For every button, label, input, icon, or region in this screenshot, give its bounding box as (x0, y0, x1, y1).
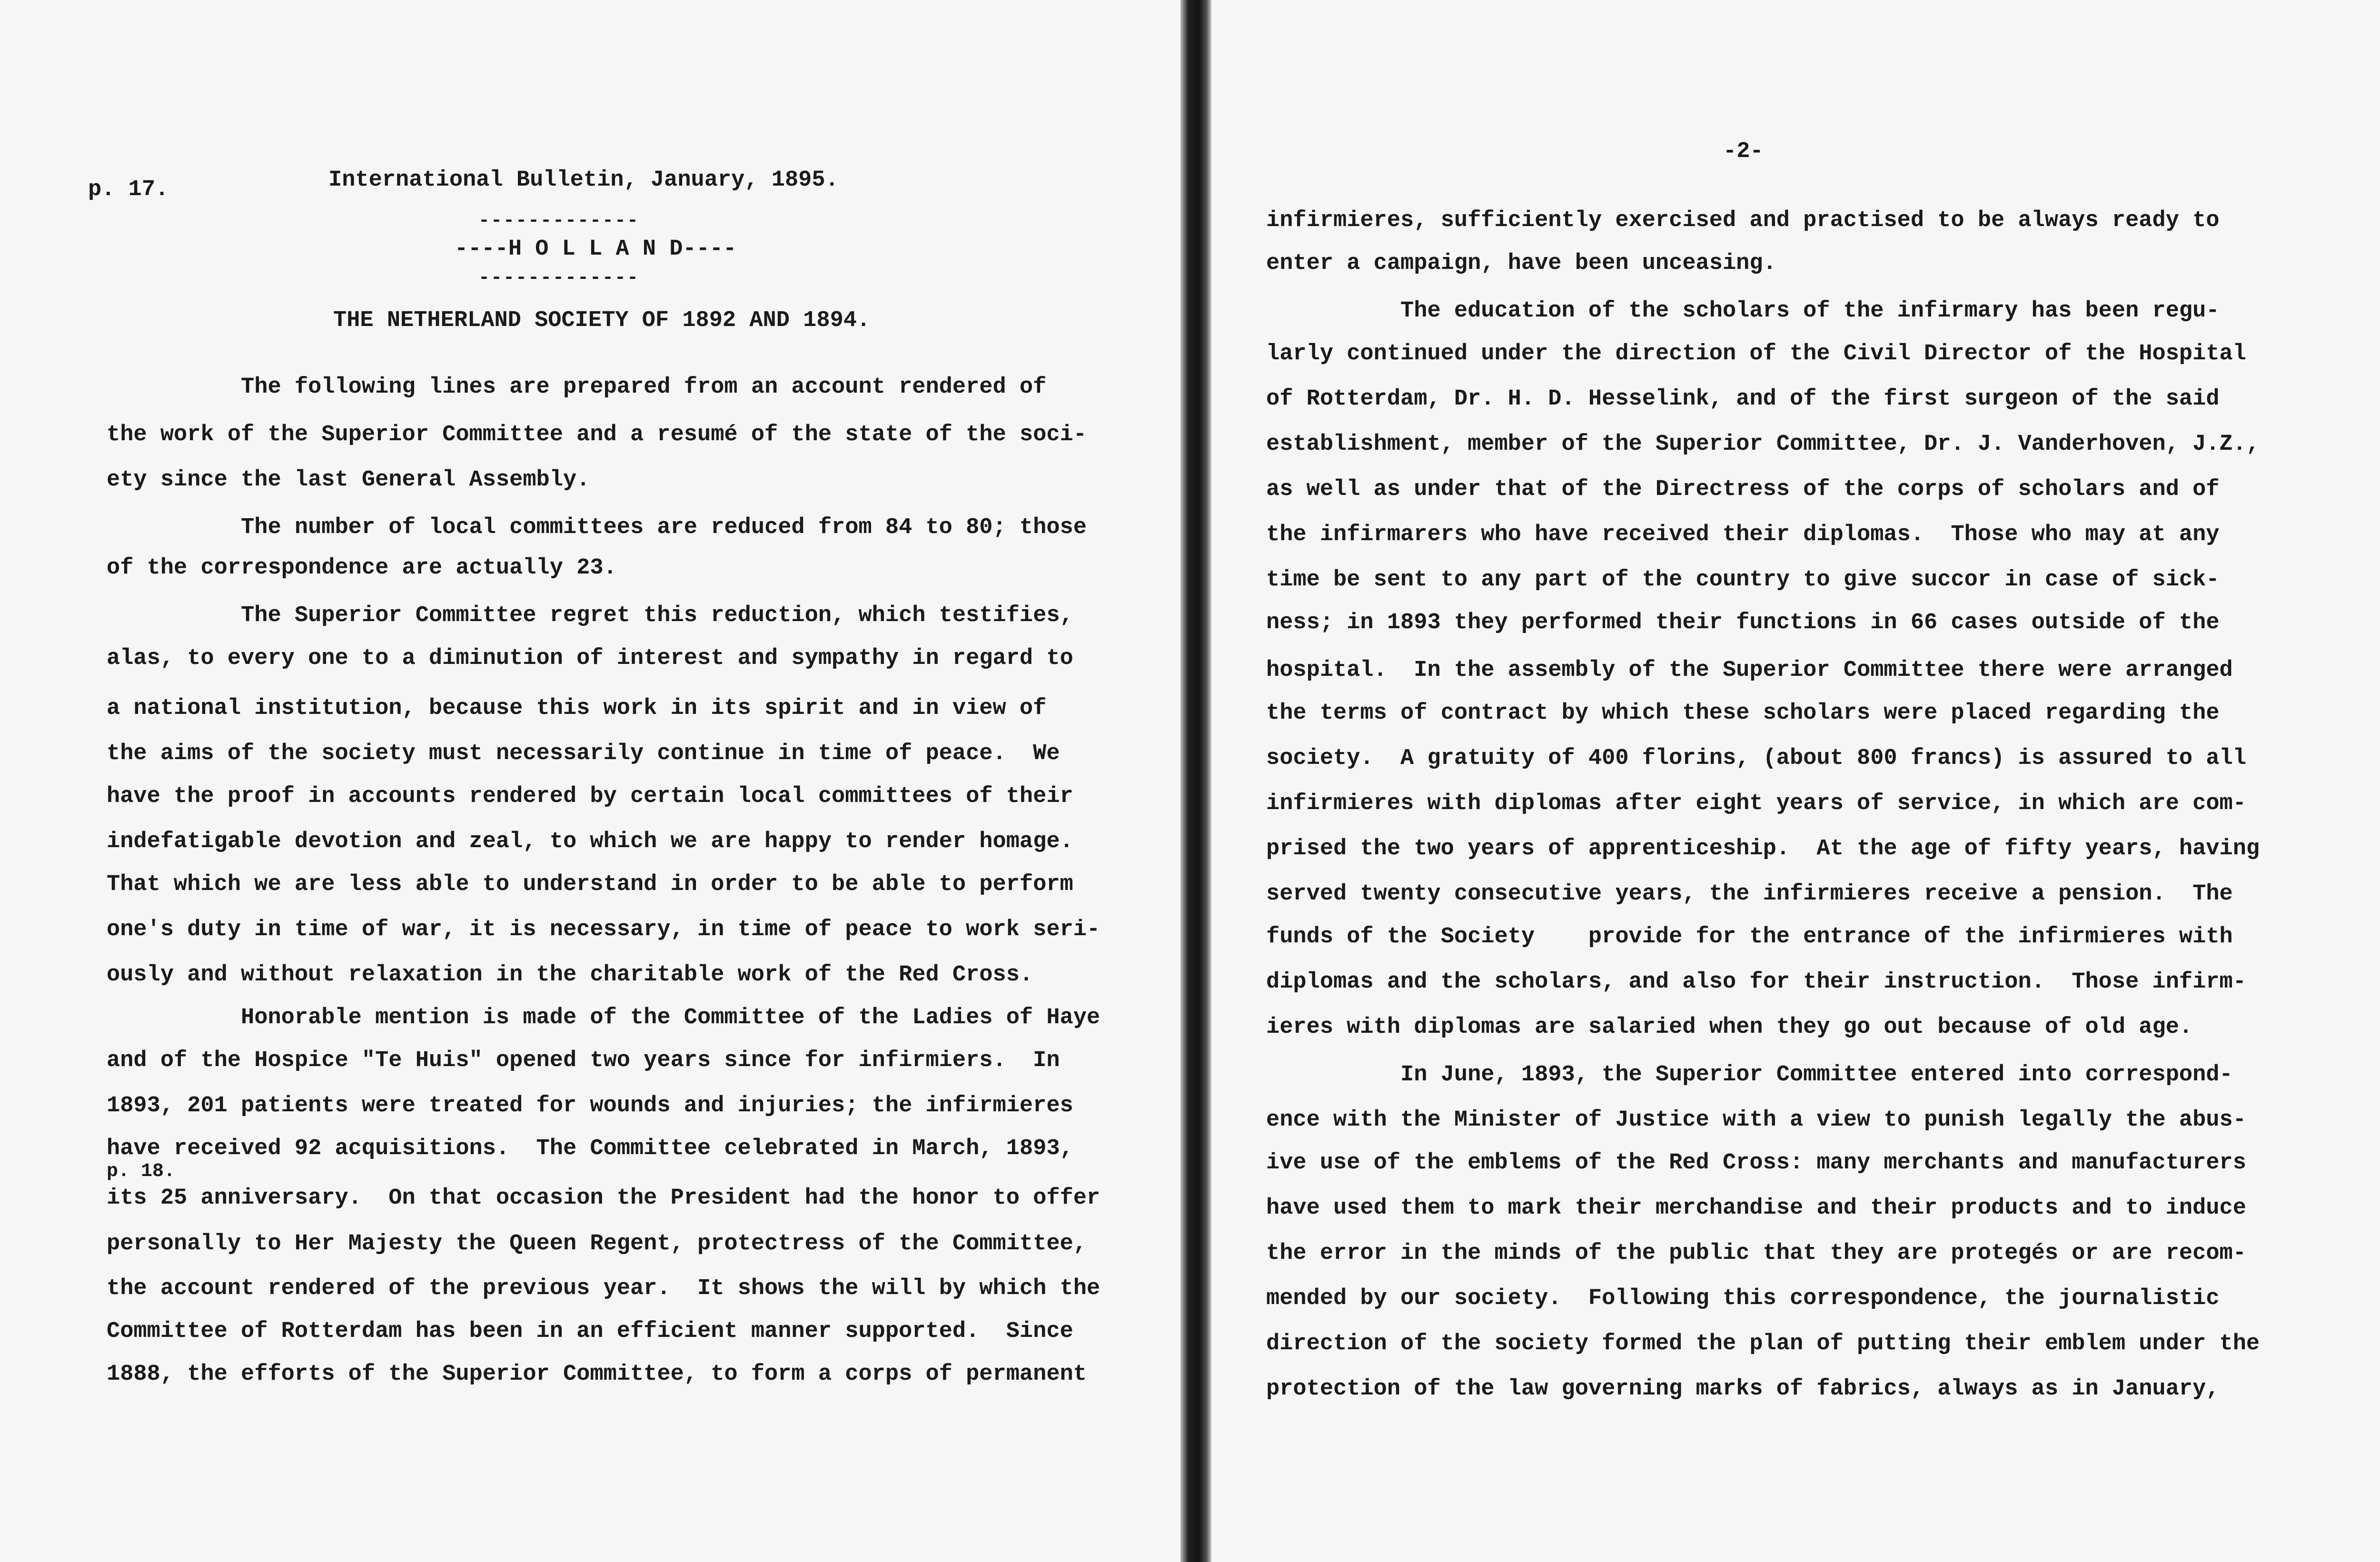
text-line: alas, to every one to a diminution of interest and sympathy in regard to (107, 646, 1073, 671)
text-line: the account rendered of the previous year. It shows the will by which the (107, 1276, 1101, 1301)
source-heading: International Bulletin, January, 1895. (328, 168, 839, 193)
text-line: The Superior Committee regret this reduction, which testifies, (107, 603, 1073, 628)
text-line: the infirmarers who have received their diplomas. Those who may at any (1266, 522, 2220, 547)
divider-bottom: ------------- (478, 267, 640, 289)
text-line: infirmieres, sufficiently exercised and practised to be always ready to (1266, 208, 2220, 233)
text-line: the aims of the society must necessarily continue in time of peace. We (107, 741, 1060, 766)
text-line: one's duty in time of war, it is necessary, in time of peace to work seri- (107, 917, 1101, 942)
margin-page-note: p. 18. (107, 1161, 176, 1182)
text-line: enter a campaign, have been unceasing. (1266, 251, 1776, 276)
page-gutter (1180, 0, 1211, 1562)
text-line: prised the two years of apprenticeship. At the age of fifty years, having (1266, 836, 2260, 861)
text-line: larly continued under the direction of the Civil Director of the Hospital (1266, 341, 2246, 366)
text-line: have the proof in accounts rendered by certain local committees of their (107, 784, 1073, 809)
text-line: That which we are less able to understand in order to be able to perform (107, 872, 1073, 897)
text-line: The education of the scholars of the infirmary has been regu- (1266, 298, 2220, 324)
left-page (0, 0, 1180, 1562)
text-line: establishment, member of the Superior Committee, Dr. J. Vanderhoven, J.Z., (1266, 432, 2260, 457)
text-line: of Rotterdam, Dr. H. D. Hesselink, and of the first surgeon of the said (1266, 386, 2220, 412)
text-line: the work of the Superior Committee and a resumé of the state of the soci- (107, 422, 1087, 447)
text-line: a national institution, because this work in its spirit and in view of (107, 696, 1047, 721)
text-line: and of the Hospice "Te Huis" opened two years since for infirmiers. In (107, 1048, 1060, 1073)
text-line: The number of local committees are reduced from 84 to 80; those (107, 515, 1087, 540)
text-line: the error in the minds of the public that they are protegés or are recom- (1266, 1241, 2246, 1266)
text-line: direction of the society formed the plan of putting their emblem under the (1266, 1331, 2260, 1356)
text-line: funds of the Society provide for the entrance of the infirmieres with (1266, 924, 2233, 949)
document-title: THE NETHERLAND SOCIETY OF 1892 AND 1894. (333, 308, 871, 333)
text-line: infirmieres with diplomas after eight years of service, in which are com- (1266, 791, 2246, 816)
text-line: ieres with diplomas are salaried when they go out because of old age. (1266, 1015, 2193, 1040)
text-line: time be sent to any part of the country to give succor in case of sick- (1266, 567, 2220, 593)
text-line: the terms of contract by which these scholars were placed regarding the (1266, 701, 2220, 726)
text-line: as well as under that of the Directress of the corps of scholars and of (1266, 477, 2220, 502)
text-line: The following lines are prepared from an account rendered of (107, 375, 1047, 400)
text-line: served twenty consecutive years, the infirmieres receive a pension. The (1266, 881, 2233, 907)
right-page (1211, 0, 2380, 1562)
text-line: In June, 1893, the Superior Committee entered into correspond- (1266, 1062, 2233, 1087)
text-line: 1888, the efforts of the Superior Committee, to form a corps of permanent (107, 1362, 1087, 1387)
text-line: 1893, 201 patients were treated for wounds and injuries; the infirmieres (107, 1093, 1073, 1118)
text-line: have used them to mark their merchandise and their products and to induce (1266, 1196, 2246, 1221)
text-line: hospital. In the assembly of the Superior Committee there were arranged (1266, 658, 2233, 683)
text-line: Committee of Rotterdam has been in an efficient manner supported. Since (107, 1319, 1073, 1344)
text-line: diplomas and the scholars, and also for their instruction. Those infirm- (1266, 969, 2246, 995)
text-line: protection of the law governing marks of fabrics, always as in January, (1266, 1376, 2220, 1402)
text-line: personally to Her Majesty the Queen Regent, protectress of the Committee, (107, 1231, 1087, 1256)
text-line: ety since the last General Assembly. (107, 467, 590, 493)
text-line: its 25 anniversary. On that occasion the President had the honor to offer (107, 1186, 1101, 1211)
text-line: have received 92 acquisitions. The Committee celebrated in March, 1893, (107, 1136, 1073, 1161)
text-line: mended by our society. Following this correspondence, the journalistic (1266, 1286, 2220, 1311)
text-line: of the correspondence are actually 23. (107, 555, 617, 581)
text-line: Honorable mention is made of the Committee of the Ladies of Haye (107, 1005, 1101, 1030)
section-heading: ----H O L L A N D---- (455, 237, 737, 262)
page-number: -2- (1723, 139, 1764, 164)
text-line: ously and without relaxation in the charitable work of the Red Cross. (107, 962, 1033, 988)
text-line: ence with the Minister of Justice with a view to punish legally the abus- (1266, 1107, 2246, 1133)
page-reference: p. 17. (88, 177, 169, 202)
divider-top: ------------- (478, 210, 640, 232)
text-line: society. A gratuity of 400 florins, (about 800 francs) is assured to all (1266, 746, 2246, 771)
text-line: ive use of the emblems of the Red Cross: many merchants and manufacturers (1266, 1150, 2246, 1176)
text-line: indefatigable devotion and zeal, to which we are happy to render homage. (107, 829, 1073, 854)
text-line: ness; in 1893 they performed their functions in 66 cases outside of the (1266, 610, 2220, 635)
